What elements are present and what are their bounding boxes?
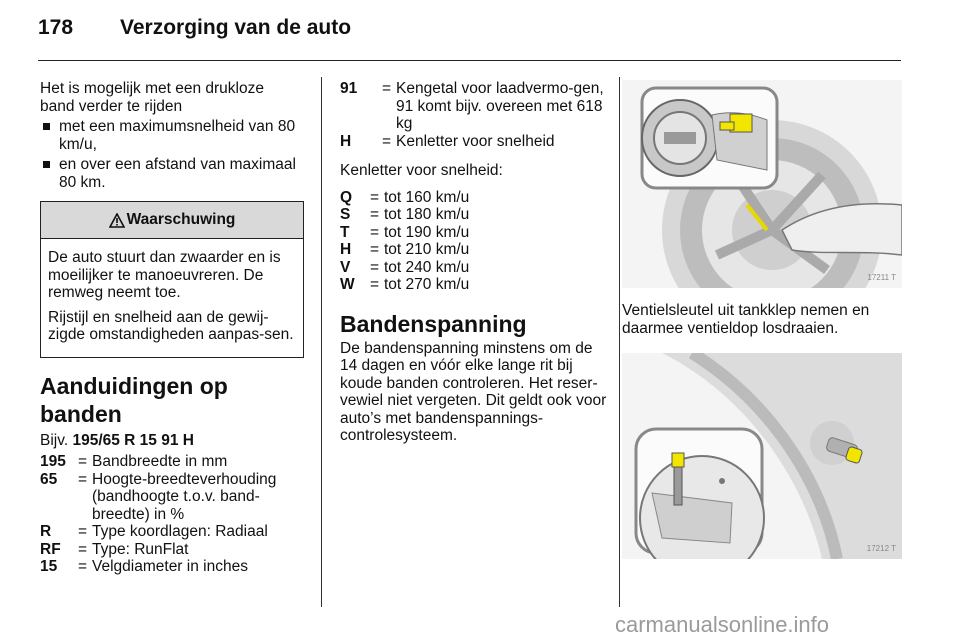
warning-triangle-icon (109, 213, 125, 228)
bullet-square-icon (43, 161, 50, 168)
figure-code: 17211 T (867, 272, 896, 282)
definition-eq: = (78, 540, 88, 558)
speed-key: V (340, 258, 351, 276)
definition-value: Velgdiameter in inches (92, 558, 248, 575)
definition-eq: = (382, 132, 392, 150)
warning-paragraph: Rijstijl en snelheid aan de gewij-zigde omstandigheden aanpas-sen. (48, 308, 294, 343)
bullet-item (43, 118, 302, 153)
definition-value: Bandbreedte in mm (92, 453, 228, 470)
warning-box (40, 201, 304, 358)
definition-key: H (340, 132, 352, 150)
speed-key: T (340, 223, 350, 241)
definition-key: 195 (40, 453, 66, 470)
page-number: 178 (38, 16, 74, 39)
speed-key: W (340, 276, 355, 293)
column-divider-2 (619, 77, 620, 607)
speed-eq: = (370, 223, 380, 241)
figure-caption: Ventielsleutel uit tankklep nemen en daarmee ventieldop losdraaien. (622, 302, 870, 337)
definition-key: 65 (40, 470, 58, 488)
warning-title: Waarschuwing (126, 211, 236, 229)
speed-value: tot 270 km/u (384, 276, 470, 293)
bullet-text: met een maximumsnelheid van 80 km/u, (59, 118, 296, 153)
column-2 (340, 80, 608, 445)
definition-eq: = (78, 453, 88, 470)
tyre-definitions (40, 453, 302, 576)
speed-value: tot 210 km/u (384, 241, 470, 258)
figure-valve-key-fuel-flap (622, 80, 902, 288)
definition-key: RF (40, 540, 61, 558)
speed-intro: Kenletter voor snelheid: (340, 162, 503, 179)
section-heading-tyre-markings: Aanduidingen op banden (40, 372, 228, 427)
bullet-text: en over een afstand van maximaal 80 km. (59, 156, 296, 191)
column-1 (40, 80, 302, 576)
warning-header (41, 202, 303, 239)
definition-value: Kengetal voor laadvermo-gen, 91 komt bijv. overeen met 618 kg (396, 80, 604, 132)
definition-eq: = (78, 470, 88, 488)
definition-value: Type: RunFlat (92, 540, 189, 558)
speed-value: tot 240 km/u (384, 258, 470, 276)
speed-key: Q (340, 188, 353, 206)
valve-key-illustration (622, 80, 902, 288)
bullet-square-icon (43, 123, 50, 130)
example-line (40, 432, 302, 450)
speed-value: tot 190 km/u (384, 223, 470, 241)
column-3 (622, 80, 902, 559)
example-prefix: Bijv. (40, 431, 73, 449)
definition-eq: = (382, 80, 392, 97)
definition-key: R (40, 523, 52, 540)
definition-value: Type koordlagen: Radiaal (92, 523, 268, 540)
bullet-item (43, 156, 302, 191)
example-code: 195/65 R 15 91 H (72, 431, 194, 449)
definition-eq: = (78, 558, 88, 575)
speed-definitions (340, 189, 608, 294)
valve-cap-illustration (622, 353, 902, 559)
warning-body (41, 239, 303, 357)
figure-valve-cap (622, 353, 902, 559)
definition-value: Hoogte-breedteverhouding (bandhoogte t.o.v. band-breedte) in % (92, 470, 277, 523)
header-rule (38, 60, 901, 61)
speed-eq: = (370, 206, 380, 223)
intro-text: Het is mogelijk met een drukloze band verder te rijden (40, 80, 264, 115)
speed-value: tot 160 km/u (384, 188, 470, 206)
section-heading-tyre-pressure: Bandenspanning (340, 310, 527, 337)
tyre-definitions-continued (340, 80, 608, 150)
figure-code: 17212 T (866, 543, 896, 553)
warning-paragraph: De auto stuurt dan zwaarder en is moeilijker te manoeuvreren. De remweg neemt toe. (48, 249, 281, 301)
speed-key: S (340, 206, 351, 223)
speed-eq: = (370, 188, 380, 206)
column-divider-1 (321, 77, 322, 607)
page-title: Verzorging van de auto (120, 16, 352, 39)
watermark: carmanualsonline.info (615, 612, 830, 637)
speed-eq: = (370, 241, 380, 258)
speed-eq: = (370, 258, 380, 276)
definition-eq: = (78, 523, 88, 540)
speed-value: tot 180 km/u (384, 206, 470, 223)
definition-value: Kenletter voor snelheid (396, 132, 555, 150)
speed-key: H (340, 241, 352, 258)
tyre-pressure-text: De bandenspanning minstens om de 14 dagen en vóór elke lange rit bij koude banden controleren. Het reser-vewiel niet vergeten. Dit geldt ook voor auto’s met bandenspannings-controlesysteem. (340, 339, 607, 444)
speed-eq: = (370, 276, 380, 293)
definition-key: 15 (40, 558, 58, 575)
definition-key: 91 (340, 80, 358, 97)
